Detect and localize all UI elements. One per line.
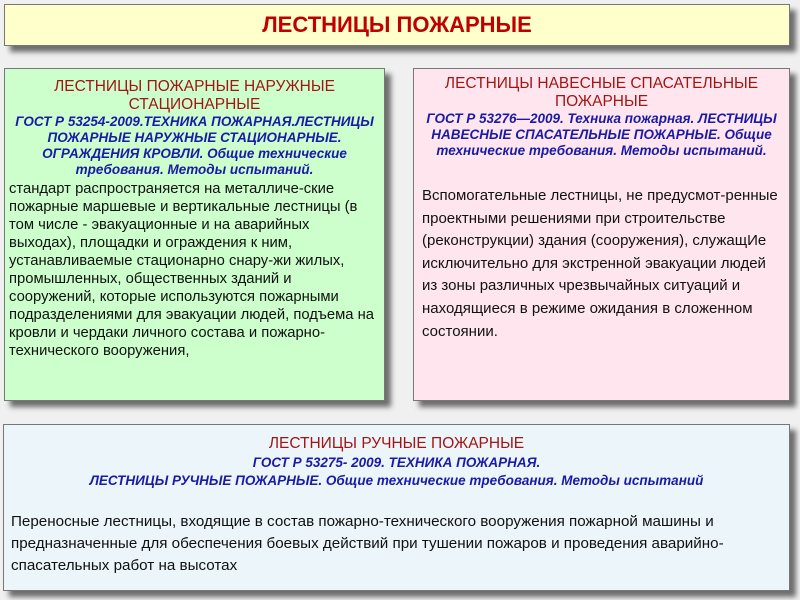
card-manual-ladders — [3, 424, 790, 591]
page-title: ЛЕСТНИЦЫ ПОЖАРНЫЕ — [262, 12, 532, 37]
card-heading: ЛЕСТНИЦЫ ПОЖАРНЫЕ НАРУЖНЫЕ СТАЦИОНАРНЫЕ — [54, 78, 335, 113]
standard-reference-line-2: ЛЕСТНИЦЫ РУЧНЫЕ ПОЖАРНЫЕ. Общие технические требования. Методы испытаний — [89, 473, 704, 488]
card-heading: ЛЕСТНИЦЫ НАВЕСНЫЕ СПАСАТЕЛЬНЫЕ ПОЖАРНЫЕ — [444, 75, 759, 110]
card-heading: ЛЕСТНИЦЫ РУЧНЫЕ ПОЖАРНЫЕ — [268, 435, 525, 452]
standard-reference: ГОСТ Р 53276—2009. Техника пожарная. ЛЕСТНИЦЫ НАВЕСНЫЕ СПАСАТЕЛЬНЫЕ ПОЖАРНЫЕ. Общие технические требования. Методы испытаний. — [426, 111, 777, 158]
card-description: Вспомогательные лестницы, не предусмот-ренные проектными решениями при строительстве (реконструкции) здания (сооружения), служащИе исключительно для экстренной эвакуации людей из зоны различных чрезвычайных ситуаций и находящиеся в режиме ожидания в сложенном состоянии. — [422, 187, 778, 340]
title-bar — [4, 4, 790, 46]
card-description: стандарт распространяется на металличе-ские пожарные маршевые и вертикальные лестницы (в том числе - эвакуационные и на аварийных выходах), площадки и ограждения к ним, устанавливаемые стационарно снару-жи жилых, промышленных, общественных зданий и сооружений, которые используются пожарными подразделениями для эвакуации людей, подъема на кровли и чердаки личного состава и пожарно-технического вооружения, — [9, 181, 374, 359]
card-hanging-rescue-ladders — [413, 68, 790, 401]
standard-reference-line-1: ГОСТ Р 53275- 2009. ТЕХНИКА ПОЖАРНАЯ. — [252, 455, 541, 470]
card-external-stationary-ladders — [4, 68, 385, 401]
card-description: Переносные лестницы, входящие в состав пожарно-технического вооружения пожарной машины и предназначенные для обеспечения боевых действий при тушении пожаров и проведения аварийно-спасательных работ на высотах — [11, 513, 724, 574]
standard-reference: ГОСТ Р 53254-2009.ТЕХНИКА ПОЖАРНАЯ.ЛЕСТНИЦЫ ПОЖАРНЫЕ НАРУЖНЫЕ СТАЦИОНАРНЫЕ. ОГРАЖДЕНИЯ КРОВЛИ. Общие технические требования. Методы испытаний. — [15, 114, 374, 177]
